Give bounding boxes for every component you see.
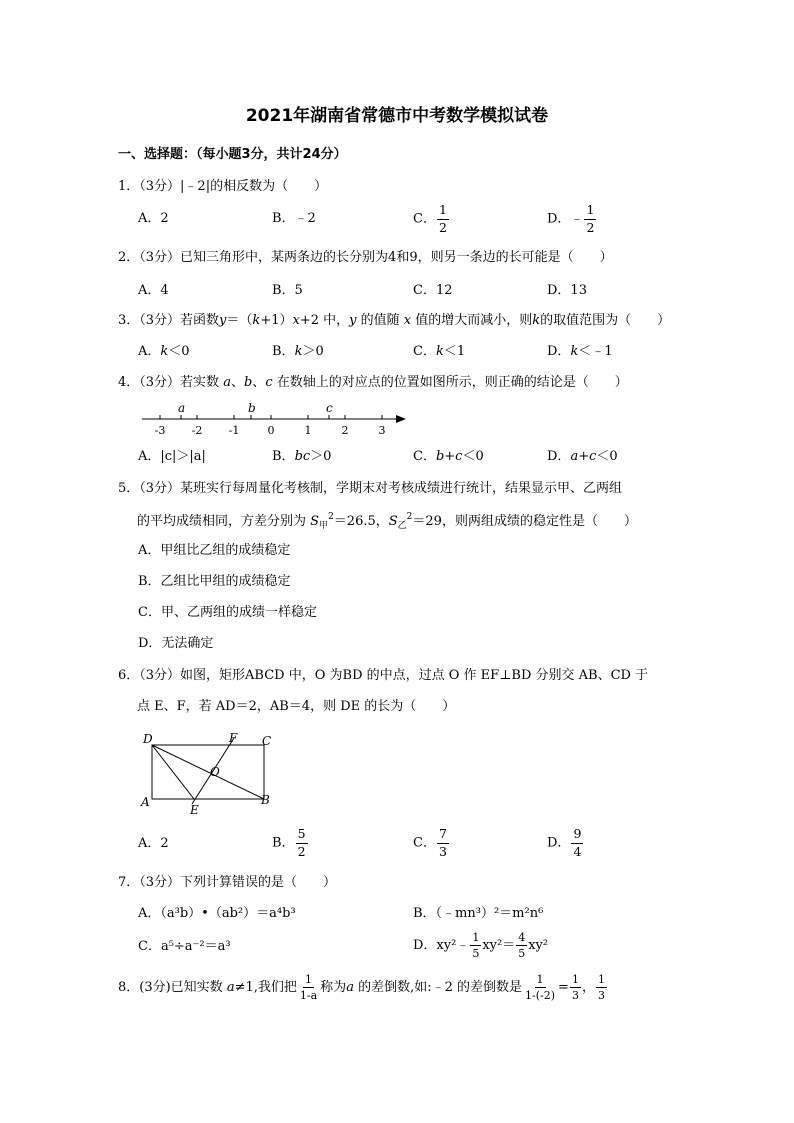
fraction-numerator: 1 (597, 973, 605, 986)
q3-stem (118, 314, 670, 327)
q3-var: k (252, 313, 261, 328)
q4-option-d (547, 450, 618, 463)
variance-symbol: S (388, 514, 398, 529)
variance-symbol: S (310, 514, 320, 529)
option-var: k (294, 344, 303, 359)
number-line-arrow (396, 415, 406, 423)
vertex-label-a: A (141, 795, 150, 809)
number-line-figure (138, 398, 438, 442)
option-prefix: C． (413, 449, 436, 464)
q1-option-a: A．2 (138, 211, 169, 226)
option-prefix: B． (272, 835, 295, 851)
q3-stem-text: 3．（3分）若函数 (118, 313, 220, 328)
point-label-a: a (178, 401, 186, 415)
q1-option-d-prefix: D．﹣ (547, 211, 584, 227)
q3-stem-text: 的取值范围为（ ） (540, 313, 671, 328)
option-prefix: B． (272, 344, 295, 359)
option-prefix: A． (138, 344, 161, 359)
q4-var: b (243, 375, 253, 390)
fraction-numerator: 4 (518, 931, 526, 944)
vertex-label-b: B (261, 793, 270, 807)
option-text: ＞0 (302, 344, 324, 359)
q5-stem-line1: 5．（3分）某班实行每周量化考核制，学期末对考核成绩进行统计，结果显示甲、乙两组 (118, 481, 623, 496)
q1-option-d (547, 204, 597, 234)
q6-option-a: A．2 (138, 836, 169, 851)
q5-text: 的平均成绩相同，方差分别为 (137, 514, 311, 529)
q6-option-b-fraction (296, 828, 308, 858)
option-text: ＜1 (443, 344, 466, 359)
fraction-numerator: 1 (584, 204, 596, 220)
q8-var: a (346, 980, 354, 995)
number-line-tick-label: 2 (341, 424, 349, 437)
option-text: ＞0 (310, 449, 332, 464)
q4-stem-text: 4．（3分）若实数 (118, 375, 224, 390)
q5-text: ＝29，则两组成绩的稳定性是（ ） (412, 514, 637, 529)
fraction-numerator: 1 (571, 973, 579, 986)
q1-option-c-prefix: C． (413, 211, 436, 227)
q4-stem-text: 在数轴上的对应点的位置如图所示，则正确的结论是（ ） (272, 375, 628, 390)
fraction-denominator: 5 (472, 947, 480, 960)
q8-text: 8．(3分)已知实数 (118, 980, 227, 995)
option-prefix: C． (413, 344, 436, 359)
q7-option-c: C．a⁵÷a⁻²＝a³ (138, 939, 231, 954)
q3-option-b (272, 345, 324, 358)
point-label-o: O (210, 765, 220, 779)
number-line-tick-label: 1 (304, 424, 312, 437)
option-text: ＜0 (462, 449, 484, 464)
number-line-tick-label: -2 (191, 424, 203, 437)
q6-option-c-fraction (437, 828, 449, 858)
q4-stem-text: 、 (252, 375, 266, 390)
option-prefix: D．xy²﹣ (413, 938, 470, 953)
variance-exponent: 2 (328, 512, 334, 522)
number-line-tick-label: 3 (378, 424, 386, 437)
q6-stem-line2: 点 E、F，若 AD＝2，AB＝4，则 DE 的长为（ ） (137, 699, 456, 714)
q8-text: 的差倒数,如:﹣2 的差倒数是 (353, 980, 523, 995)
option-text: xy² (528, 938, 549, 953)
q1-option-b: B．﹣2 (272, 211, 316, 226)
fraction-denominator: 2 (586, 219, 595, 235)
q8-fraction-3 (570, 974, 581, 1001)
fraction-numerator: 9 (571, 828, 583, 844)
fraction-numerator: 1 (437, 204, 449, 220)
variance-subscript: 甲 (319, 521, 329, 531)
fraction-denominator: 4 (573, 843, 582, 859)
point-label-b: b (248, 401, 256, 415)
q8-fraction-1 (298, 974, 319, 1001)
q2-option-c: C．12 (413, 283, 453, 298)
vertex-label-f: F (229, 731, 238, 745)
q4-option-b (272, 450, 331, 463)
q5-stem-line2 (137, 513, 637, 531)
fraction-numerator: 1 (305, 973, 313, 986)
q8-stem (118, 974, 608, 1001)
q8-text: ， (581, 980, 595, 995)
number-line-ticks (155, 415, 386, 437)
q3-option-c (413, 345, 465, 358)
q4-var: a (223, 375, 231, 390)
diagonal-bd (152, 745, 264, 799)
rectangle-figure (138, 730, 288, 820)
q8-text: = (558, 980, 569, 995)
point-label-c: c (326, 401, 333, 415)
fraction-denominator: 3 (597, 989, 605, 1002)
q2-option-a: A．4 (138, 283, 169, 298)
fraction-numerator: 5 (296, 828, 308, 844)
fraction-numerator: 1 (536, 973, 544, 986)
fraction-denominator: 1-a (299, 989, 318, 1002)
option-var: k (435, 344, 444, 359)
q1-option-d-fraction (584, 204, 596, 234)
q8-text: ≠1,我们把 (234, 980, 297, 995)
q7-option-b: B．（﹣mn³）²＝m²n⁶ (413, 906, 544, 921)
number-line-tick-label: -3 (154, 424, 166, 437)
option-text: xy²＝ (482, 938, 516, 953)
q5-option-d: D．无法确定 (138, 636, 214, 651)
q3-stem-text: +2 中， (299, 313, 350, 328)
variance-exponent: 2 (406, 512, 413, 522)
segment-de (152, 745, 194, 799)
q3-stem-text: ＝（ (226, 313, 253, 328)
q3-var: x (292, 313, 300, 328)
option-prefix: D． (547, 344, 571, 359)
q3-var: x (403, 313, 412, 328)
q8-text: 称为 (320, 980, 347, 995)
q6-option-d-fraction (571, 828, 583, 858)
option-var: k (160, 344, 169, 359)
option-prefix: B． (272, 449, 295, 464)
q7-option-d-fraction-1 (470, 932, 481, 959)
q8-fraction-2 (523, 974, 557, 1001)
fraction-numerator: 1 (472, 931, 480, 944)
fraction-numerator: 7 (437, 828, 449, 844)
option-text: ＜0 (596, 449, 618, 464)
fraction-denominator: 5 (518, 947, 526, 960)
q6-option-b (272, 828, 309, 858)
vertex-label-d: D (143, 732, 153, 746)
option-prefix: C． (413, 835, 436, 851)
option-var: b+c (435, 449, 463, 464)
q4-stem-text: 、 (230, 375, 244, 390)
q1-option-c (413, 204, 450, 234)
option-prefix: D． (547, 835, 571, 851)
q4-option-c (413, 450, 484, 463)
option-var: a+c (570, 449, 597, 464)
q6-option-c (413, 828, 450, 858)
q3-stem-text: 的值随 (356, 313, 404, 328)
variance-subscript: 乙 (397, 521, 407, 531)
q7-option-d-fraction-2 (516, 932, 527, 959)
q3-option-d (547, 345, 613, 358)
q4-var: c (265, 375, 273, 390)
vertex-label-c: C (262, 734, 272, 748)
q3-stem-text: 值的增大而减小，则 (411, 313, 533, 328)
q7-option-a: A．（a³b）•（ab²）＝a⁴b³ (138, 906, 296, 921)
q2-stem: 2．（3分）已知三角形中，某两条边的长分别为4和9，则另一条边的长可能是（ ） (118, 250, 613, 265)
q2-option-d: D．13 (547, 283, 587, 298)
q6-option-d (547, 828, 584, 858)
page-title: 2021年湖南省常德市中考数学模拟试卷 (245, 106, 549, 126)
q3-option-a (138, 345, 190, 358)
option-text: ＜﹣1 (578, 344, 613, 359)
fraction-denominator: 1-(-2) (525, 989, 556, 1002)
q5-text: ＝26.5， (333, 514, 389, 529)
q1-option-c-fraction (437, 204, 449, 234)
section-heading: 一、选择题：（每小题3分，共计24分） (118, 147, 347, 162)
q3-var: k (532, 313, 541, 328)
option-var: k (570, 344, 579, 359)
q8-fraction-4 (596, 974, 607, 1001)
q3-var: y (219, 313, 227, 328)
q4-stem (118, 376, 628, 389)
q2-option-b: B．5 (272, 283, 303, 298)
fraction-denominator: 3 (571, 989, 579, 1002)
fraction-denominator: 3 (438, 843, 447, 859)
q6-stem-line1: 6．（3分）如图，矩形ABCD 中，O 为BD 的中点，过点 O 作 EF⊥BD 分别交 AB、CD 于 (118, 668, 649, 683)
q8-var: a (226, 980, 235, 995)
q7-stem: 7．（3分）下列计算错误的是（ ） (118, 875, 337, 890)
q3-var: y (349, 313, 357, 328)
q5-option-a: A．甲组比乙组的成绩稳定 (138, 543, 291, 558)
option-text: ＜0 (168, 344, 190, 359)
fraction-denominator: 2 (297, 843, 306, 859)
q3-stem-text: +1） (260, 313, 293, 328)
point-label-e: E (190, 803, 199, 817)
number-line-tick-label: -1 (228, 424, 240, 437)
option-prefix: D． (547, 449, 571, 464)
number-line-tick-label: 0 (267, 424, 275, 437)
q7-option-d (413, 932, 548, 959)
q5-option-c: C．甲、乙两组的成绩一样稳定 (138, 605, 317, 620)
q1-stem: 1．（3分）|﹣2|的相反数为（ ） (118, 179, 328, 194)
fraction-denominator: 2 (438, 219, 447, 235)
option-var: bc (294, 449, 311, 464)
q4-option-a: A．|c|＞|a| (138, 449, 206, 464)
q5-option-b: B．乙组比甲组的成绩稳定 (138, 574, 291, 589)
